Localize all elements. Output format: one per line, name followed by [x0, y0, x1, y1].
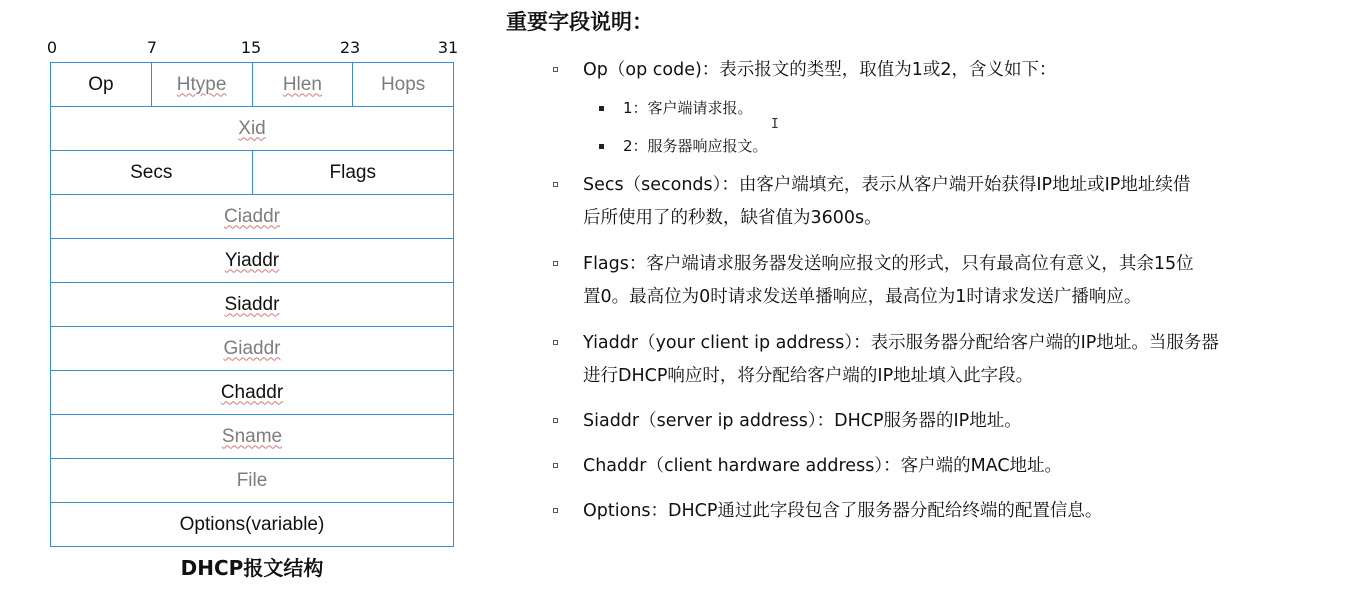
list-item	[553, 248, 1323, 314]
list-item	[553, 54, 1323, 87]
item-op-text: Op（op code)：表示报文的类型，取值为1或2，含义如下：	[583, 60, 1057, 80]
field-giaddr: Giaddr	[223, 337, 281, 359]
item-secs-text: Secs（seconds）：由客户端填充，表示从客户端开始获得IP地址或IP地址续借	[583, 175, 1191, 195]
list-item	[553, 327, 1323, 393]
table-row	[51, 239, 453, 283]
list-item	[553, 169, 1323, 235]
list-subitem	[553, 89, 1323, 127]
item-options-text: Options：DHCP通过此字段包含了服务器分配给终端的配置信息。	[583, 501, 1103, 521]
item-chaddr-text: Chaddr（client hardware address）：客户端的MAC地址。	[583, 456, 1063, 476]
table-row	[51, 107, 453, 151]
bit-label-23: 23	[339, 38, 361, 57]
bit-label-7: 7	[146, 38, 158, 57]
field-op: Op	[51, 63, 152, 106]
subitem-op-1: 1：客户端请求报。	[623, 99, 753, 117]
list-subitem	[553, 127, 1323, 165]
field-hops: Hops	[380, 73, 426, 95]
list-item	[553, 405, 1323, 438]
table-row	[51, 327, 453, 371]
item-yiaddr-text: Yiaddr（your client ip address）：表示服务器分配给客户端的IP地址。当服务器	[583, 333, 1219, 353]
item-flags-text: Flags：客户端请求服务器发送响应报文的形式，只有最高位有意义，其余15位	[583, 254, 1194, 274]
text-cursor-icon: I	[771, 117, 779, 132]
explanation-list	[553, 54, 1323, 528]
subitem-op-2: 2：服务器响应报文。	[623, 137, 768, 155]
hollow-square-bullet-icon	[553, 508, 558, 513]
bit-position-labels	[0, 38, 470, 60]
hollow-square-bullet-icon	[553, 67, 558, 72]
field-hlen: Hlen	[253, 63, 354, 106]
diagram-caption: DHCP报文结构	[180, 556, 324, 580]
field-xid: Xid	[238, 117, 266, 139]
hollow-square-bullet-icon	[553, 182, 558, 187]
table-row	[51, 283, 453, 327]
hollow-square-bullet-icon	[553, 340, 558, 345]
field-options: Options(variable)	[179, 513, 325, 535]
field-chaddr: Chaddr	[220, 381, 284, 403]
explanation-title: 重要字段说明：	[506, 10, 653, 34]
table-row	[51, 503, 453, 546]
bit-label-31: 31	[437, 38, 459, 57]
list-item	[553, 450, 1323, 483]
table-row	[51, 371, 453, 415]
item-secs-text-line2: 后所使用了的秒数，缺省值为3600s。	[583, 208, 882, 228]
table-row	[51, 195, 453, 239]
field-ciaddr: Ciaddr	[224, 205, 280, 227]
table-row	[51, 415, 453, 459]
hollow-square-bullet-icon	[553, 261, 558, 266]
field-siaddr: Siaddr	[224, 293, 280, 315]
bit-label-0: 0	[46, 38, 58, 57]
table-row	[51, 151, 453, 195]
item-yiaddr-text-line2: 进行DHCP响应时，将分配给客户端的IP地址填入此字段。	[583, 366, 1034, 386]
field-secs: Secs	[51, 151, 253, 194]
bit-label-15: 15	[240, 38, 262, 57]
item-siaddr-text: Siaddr（server ip address）：DHCP服务器的IP地址。	[583, 411, 1022, 431]
item-flags-text-line2: 置0。最高位为0时请求发送单播响应，最高位为1时请求发送广播响应。	[583, 287, 1142, 307]
field-sname: Sname	[221, 425, 283, 447]
table-row	[51, 459, 453, 503]
square-bullet-icon	[599, 144, 604, 149]
dhcp-packet-table	[50, 62, 454, 547]
hollow-square-bullet-icon	[553, 463, 558, 468]
hollow-square-bullet-icon	[553, 418, 558, 423]
square-bullet-icon	[599, 106, 604, 111]
field-htype: Htype	[152, 63, 253, 106]
list-item	[553, 495, 1323, 528]
field-yiaddr: Yiaddr	[224, 249, 280, 271]
table-row	[51, 63, 453, 107]
field-flags: Flags	[329, 161, 376, 183]
field-file: File	[236, 469, 268, 491]
